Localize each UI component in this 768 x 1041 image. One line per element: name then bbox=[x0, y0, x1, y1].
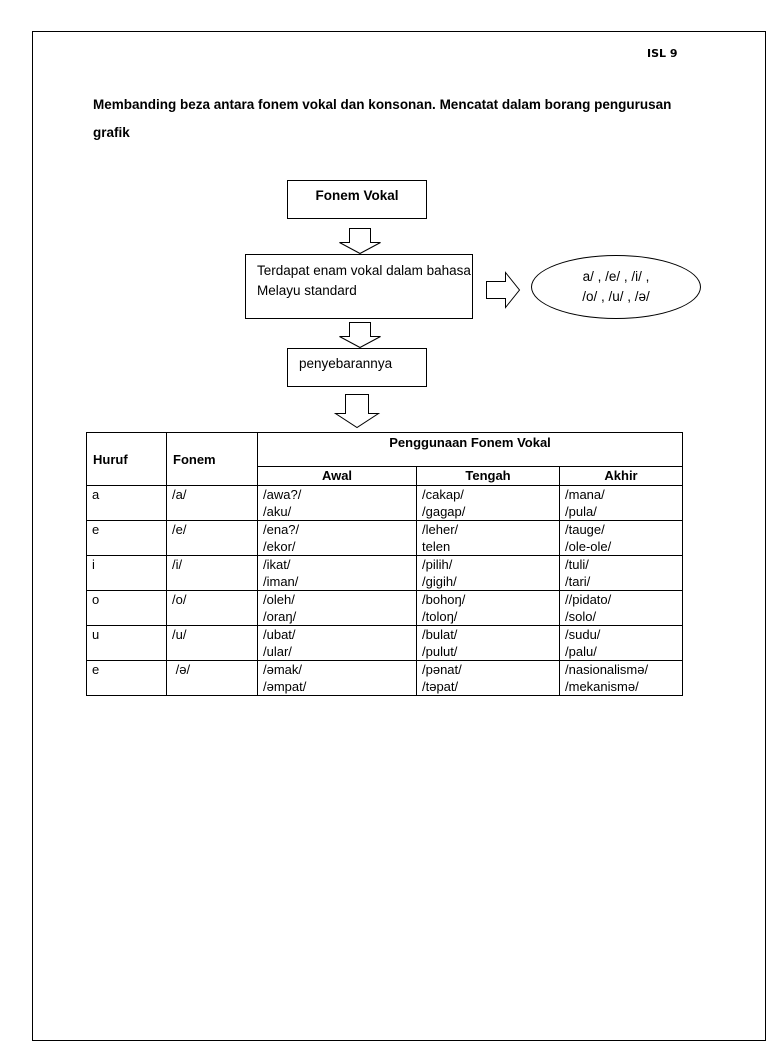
cell-akhir bbox=[560, 591, 683, 626]
cell-awal bbox=[258, 521, 417, 556]
down-arrow-1-icon bbox=[339, 228, 381, 254]
example-word: /əmpat/ bbox=[263, 679, 307, 694]
vowel-list-line-1: a/ , /e/ , /i/ , bbox=[582, 269, 650, 284]
vowel-list-ellipse bbox=[531, 255, 701, 319]
example-word: /ikat/ bbox=[263, 557, 291, 572]
table-row bbox=[87, 626, 683, 661]
title-box-fonem-vokal: Fonem Vokal bbox=[287, 180, 427, 219]
cell-awal bbox=[258, 486, 417, 521]
distribution-box: penyebarannya bbox=[287, 348, 427, 387]
cell-huruf: e bbox=[87, 521, 167, 556]
example-word: /ena?/ bbox=[263, 522, 300, 537]
cell-fonem: /u/ bbox=[167, 626, 258, 661]
example-word: /ekor/ bbox=[263, 539, 296, 554]
cell-tengah bbox=[417, 661, 560, 696]
example-word: /ubat/ bbox=[263, 627, 296, 642]
example-word: /pula/ bbox=[565, 504, 597, 519]
example-word: /gagap/ bbox=[422, 504, 466, 519]
example-word: /bulat/ bbox=[422, 627, 458, 642]
column-header-akhir: Akhir bbox=[560, 467, 683, 486]
page-code: ISL 9 bbox=[647, 47, 678, 60]
column-header-awal: Awal bbox=[258, 467, 417, 486]
column-header-fonem: Fonem bbox=[167, 433, 258, 486]
cell-tengah bbox=[417, 521, 560, 556]
example-word: //pidato/ bbox=[565, 592, 612, 607]
cell-huruf: i bbox=[87, 556, 167, 591]
example-word: /oleh/ bbox=[263, 592, 295, 607]
table-row bbox=[87, 556, 683, 591]
cell-fonem: /i/ bbox=[167, 556, 258, 591]
example-word: /gigih/ bbox=[422, 574, 457, 589]
example-word: /aku/ bbox=[263, 504, 292, 519]
cell-awal bbox=[258, 591, 417, 626]
table-body bbox=[87, 486, 683, 696]
example-word: /iman/ bbox=[263, 574, 299, 589]
cell-huruf: u bbox=[87, 626, 167, 661]
cell-fonem: /o/ bbox=[167, 591, 258, 626]
down-arrow-3-icon bbox=[335, 394, 379, 428]
example-word: /solo/ bbox=[565, 609, 597, 624]
cell-tengah bbox=[417, 556, 560, 591]
down-arrow-2-icon bbox=[339, 322, 381, 348]
example-word: /nasionalismə/ bbox=[565, 662, 649, 677]
cell-awal bbox=[258, 626, 417, 661]
example-word: /ole-ole/ bbox=[565, 539, 612, 554]
example-word: /cakap/ bbox=[422, 487, 464, 502]
example-word: /tuli/ bbox=[565, 557, 589, 572]
cell-awal bbox=[258, 661, 417, 696]
column-header-huruf: Huruf bbox=[87, 433, 167, 486]
vowel-usage-table bbox=[86, 432, 683, 696]
example-word: /sudu/ bbox=[565, 627, 601, 642]
main-box-enam-vokal: Terdapat enam vokal dalam bahasa Melayu standard bbox=[245, 254, 473, 319]
cell-akhir bbox=[560, 486, 683, 521]
cell-fonem: /a/ bbox=[167, 486, 258, 521]
vowel-list-line-2: /o/ , /u/ , /ə/ bbox=[582, 289, 650, 304]
cell-fonem: /e/ bbox=[167, 521, 258, 556]
example-word: /pilih/ bbox=[422, 557, 453, 572]
example-word: /toloŋ/ bbox=[422, 609, 458, 624]
cell-akhir bbox=[560, 521, 683, 556]
column-header-tengah: Tengah bbox=[417, 467, 560, 486]
right-arrow-icon bbox=[486, 272, 520, 308]
cell-akhir bbox=[560, 556, 683, 591]
cell-tengah bbox=[417, 486, 560, 521]
cell-huruf: e bbox=[87, 661, 167, 696]
table-row bbox=[87, 591, 683, 626]
example-word: /əmak/ bbox=[263, 662, 303, 677]
example-word: /bohoŋ/ bbox=[422, 592, 466, 607]
example-word: /mana/ bbox=[565, 487, 605, 502]
cell-fonem: /ə/ bbox=[167, 661, 258, 696]
column-header-group: Penggunaan Fonem Vokal bbox=[258, 433, 683, 467]
cell-awal bbox=[258, 556, 417, 591]
cell-akhir bbox=[560, 661, 683, 696]
table-row bbox=[87, 521, 683, 556]
cell-tengah bbox=[417, 626, 560, 661]
example-word: /oraŋ/ bbox=[263, 609, 297, 624]
example-word: /ular/ bbox=[263, 644, 292, 659]
example-word: /pənat/ bbox=[422, 662, 462, 677]
example-word: /tauge/ bbox=[565, 522, 605, 537]
example-word: /tari/ bbox=[565, 574, 591, 589]
example-word: /təpat/ bbox=[422, 679, 459, 694]
table-row bbox=[87, 661, 683, 696]
cell-akhir bbox=[560, 626, 683, 661]
page-heading: Membanding beza antara fonem vokal dan konsonan. Mencatat dalam borang pengurusan grafik bbox=[93, 97, 672, 140]
example-word: telen bbox=[422, 539, 451, 554]
table-row bbox=[87, 486, 683, 521]
example-word: /pulut/ bbox=[422, 644, 458, 659]
example-word: /mekanismə/ bbox=[565, 679, 639, 694]
cell-huruf: a bbox=[87, 486, 167, 521]
cell-huruf: o bbox=[87, 591, 167, 626]
example-word: /palu/ bbox=[565, 644, 597, 659]
example-word: /leher/ bbox=[422, 522, 459, 537]
example-word: /awa?/ bbox=[263, 487, 302, 502]
cell-tengah bbox=[417, 591, 560, 626]
